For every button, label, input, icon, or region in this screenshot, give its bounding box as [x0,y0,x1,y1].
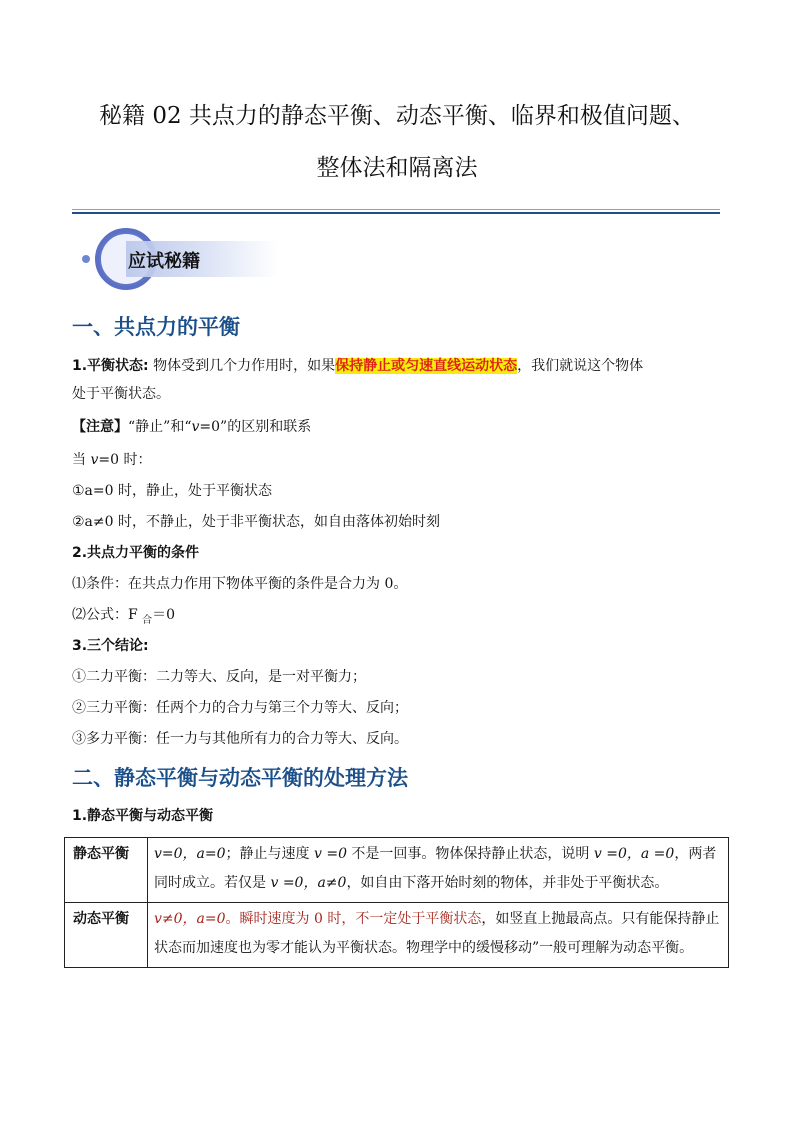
static-p7: v =0，a≠0 [270,875,347,891]
table-value-dynamic [148,903,729,968]
when-b: =0 时： [98,452,152,468]
table-row [65,903,729,968]
when-v: v [90,452,99,468]
static-p1: v=0，a=0 [154,846,226,862]
formula-b: ＝0 [152,607,176,623]
static-p8: ，如自由下落开始时刻的物体，并非处于平衡状态。 [346,875,669,891]
condition-heading: 2.共点力平衡的条件 [72,545,200,561]
dynamic-p2: 。瞬时速度为 0 时，不一定处于平衡状态 [225,911,482,927]
table-value-static [148,838,729,903]
when-a: 当 [72,452,91,468]
highlighted-condition: 保持静止或匀速直线运动状态 [335,358,518,374]
case-2: ②a≠0 时，不静止，处于非平衡状态，如自由落体初始时刻 [72,514,440,530]
condition-text: ⑴条件：在共点力作用下物体平衡的条件是合力为 0。 [72,576,408,592]
static-p2: ；静止与速度 [225,846,314,862]
when-line [72,446,724,475]
section1-heading: 一、共点力的平衡 [72,315,240,339]
static-p6: ，两者同时成立。若仅是 [154,846,717,891]
note-q1: “静止”和“ [128,419,192,435]
formula-sub: 合 [142,614,153,626]
table-key-static: 静态平衡 [65,838,148,903]
conclusion-2: ②三力平衡：任两个力的合力与第三个力等大、反向； [72,700,408,716]
conclusions-heading: 3.三个结论: [72,638,149,654]
title-divider-thin [72,209,720,210]
equilibrium-table [64,837,729,968]
section-badge-label: 应试秘籍 [128,251,200,272]
conclusion-3: ③多力平衡：任一力与其他所有力的合力等大、反向。 [72,731,408,747]
formula-line [72,601,724,635]
note-line [72,413,724,442]
static-p3: v =0 [313,846,347,862]
note-q2: =0”的区别和联系 [199,419,312,435]
note-v: v [191,419,200,435]
conclusion-1: ①二力平衡：二力等大、反向，是一对平衡力； [72,669,366,685]
section2-subheading: 1.静态平衡与动态平衡 [72,808,214,824]
static-p5: v =0，a =0 [593,846,675,862]
equilibrium-state-continuation: 处于平衡状态。 [72,386,170,402]
table-row [65,838,729,903]
case-1: ①a=0 时，静止，处于平衡状态 [72,483,272,499]
equilibrium-state-text: 物体受到几个力作用时，如果 [148,358,336,374]
dynamic-p1: v≠0，a=0 [154,911,226,927]
formula-a: ⑵公式：F [72,607,143,623]
dynamic-p3: ，如竖直上抛最高点。只有能保持静止状态而加速度也为零才能认为平衡状态。物理学中的缓慢移动”一般可理解为动态平衡。 [154,911,720,956]
note-bracket: 【注意】 [72,419,128,435]
equilibrium-state-line [72,352,724,381]
table-key-dynamic: 动态平衡 [65,903,148,968]
equilibrium-state-text-after: ，我们就说这个物体 [517,358,644,374]
document-title-line1: 秘籍 02 共点力的静态平衡、动态平衡、临界和极值问题、 [99,103,695,129]
title-divider-thick [72,212,720,214]
static-p4: 不是一回事。物体保持静止状态，说明 [346,846,594,862]
section2-heading: 二、静态平衡与动态平衡的处理方法 [72,766,408,790]
equilibrium-state-label: 1.平衡状态: [72,358,149,374]
document-title-line2: 整体法和隔离法 [316,155,478,181]
